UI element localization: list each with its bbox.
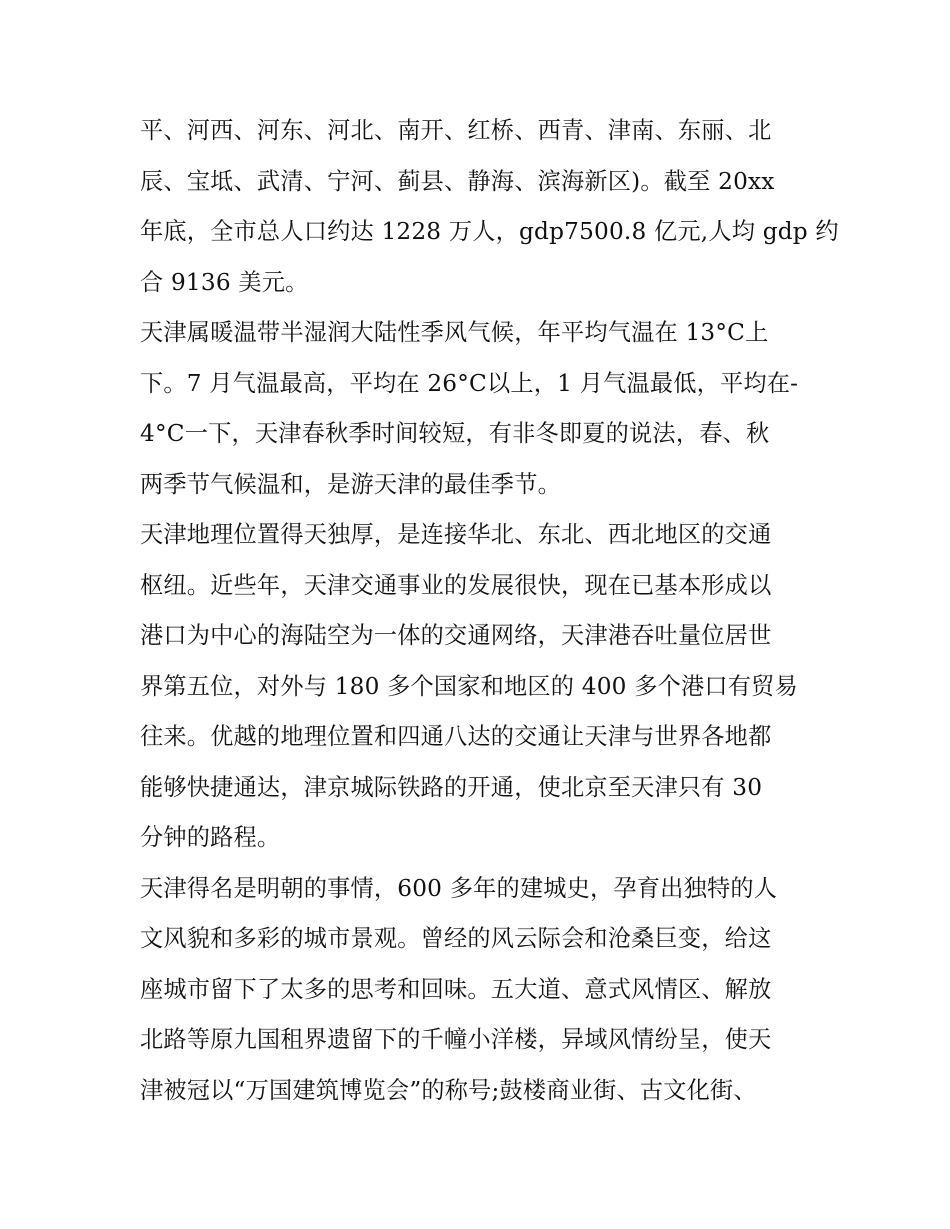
text-line: 4°C一下，天津春秋季时间较短，有非冬即夏的说法，春、秋 xyxy=(140,420,770,447)
text-line: 合 9136 美元。 xyxy=(140,268,309,296)
text-line: 能够快捷通达，津京城际铁路的开通，使北京至天津只有 30 xyxy=(140,773,763,801)
text-line: 往来。优越的地理位置和四通八达的交通让天津与世界各地都 xyxy=(140,723,772,750)
text-line: 两季节气候温和，是游天津的最佳季节。 xyxy=(140,470,561,498)
paragraph-2 xyxy=(140,308,812,510)
paragraph-1 xyxy=(140,106,839,308)
text-line: 下。7 月气温最高，平均在 26°C以上，1 月气温最低，平均在- xyxy=(140,369,799,397)
text-line: 港口为中心的海陆空为一体的交通网络，天津港吞吐量位居世 xyxy=(140,622,772,649)
text-line: 平、河西、河东、河北、南开、红桥、西青、津南、东丽、北 xyxy=(140,117,772,144)
text-line: 年底，全市总人口约达 1228 万人，gdp7500.8 亿元,人均 gdp 约 xyxy=(140,218,839,245)
paragraph-3 xyxy=(140,510,812,864)
text-line: 分钟的路程。 xyxy=(140,824,281,851)
text-line: 辰、宝坻、武清、宁河、蓟县、静海、滨海新区)。截至 20xx xyxy=(140,167,775,195)
text-line: 座城市留下了太多的思考和回味。五大道、意式风情区、解放 xyxy=(140,975,772,1003)
text-line: 天津属暖温带半湿润大陆性季风气候，年平均气温在 13°C上 xyxy=(140,319,769,346)
text-line: 天津得名是明朝的事情，600 多年的建城史，孕育出独特的人 xyxy=(140,874,778,902)
text-line: 北路等原九国租界遗留下的千幢小洋楼，异域风情纷呈，使天 xyxy=(140,1026,772,1053)
text-line: 天津地理位置得天独厚，是连接华北、东北、西北地区的交通 xyxy=(140,521,772,548)
text-line: 津被冠以“万国建筑博览会”的称号;鼓楼商业街、古文化街、 xyxy=(140,1076,757,1104)
text-line: 文风貌和多彩的城市景观。曾经的风云际会和沧桑巨变，给这 xyxy=(140,925,772,952)
text-line: 枢纽。近些年，天津交通事业的发展很快，现在已基本形成以 xyxy=(140,571,772,599)
document-body xyxy=(140,106,839,1116)
text-line: 界第五位，对外与 180 多个国家和地区的 400 多个港口有贸易 xyxy=(140,672,798,700)
paragraph-4 xyxy=(140,864,812,1117)
